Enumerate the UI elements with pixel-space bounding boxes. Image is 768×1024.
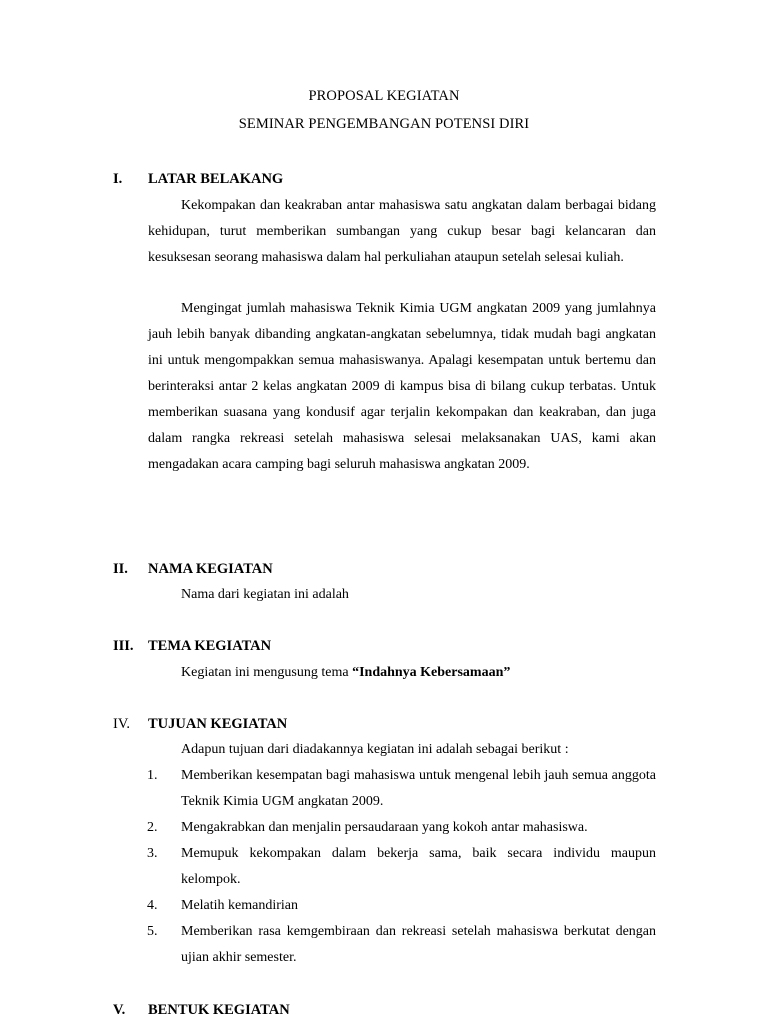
list-item: Mengakrabkan dan menjalin persaudaraan yang kokoh antar mahasiswa. xyxy=(181,820,588,835)
section-heading: NAMA KEGIATAN xyxy=(148,561,273,577)
theme-name: “Indahnya Kebersamaan” xyxy=(352,665,511,680)
list-item: Memberikan kesempatan bagi mahasiswa untuk mengenal lebih jauh semua anggota Teknik Kimia UGM angkatan 2009. xyxy=(181,768,656,809)
list-item-number: 2. xyxy=(147,820,158,835)
list-item-number: 3. xyxy=(147,846,158,861)
list-item: Melatih kemandirian xyxy=(181,898,299,913)
section-heading: TUJUAN KEGIATAN xyxy=(148,716,288,732)
section-text: Nama dari kegiatan ini adalah xyxy=(181,587,349,602)
paragraph: Mengingat jumlah mahasiswa Teknik Kimia UGM angkatan 2009 yang jumlahnya jauh lebih banyak dibanding angkatan-angkatan sebelumnya, tidak mudah bagi angkatan ini untuk mengompakkan semua mahasiswanya. Apalagi kesempatan untuk bertemu dan berinteraksi antar 2 kelas angkatan 2009 di kampus bisa di bilang cukup terbatas. Untuk memberikan suasana yang kondusif agar terjalin kekompakan dan keakraban, dan juga dalam rangka rekreasi setelah mahasiswa selesai melaksanakan UAS, kami akan mengadakan acara camping bagi seluruh mahasiswa angkatan 2009. xyxy=(148,301,656,472)
list-item: Memupuk kekompakan dalam bekerja sama, baik secara individu maupun kelompok. xyxy=(181,846,656,887)
section-number: IV. xyxy=(113,716,131,732)
section-heading: TEMA KEGIATAN xyxy=(148,638,272,654)
paragraph: Kekompakan dan keakraban antar mahasiswa satu angkatan dalam berbagai bidang kehidupan, turut memberikan sumbangan yang cukup besar bagi kelancaran dan kesuksesan seorang mahasiswa dalam hal perkuliahan ataupun setelah selesai kuliah. xyxy=(148,198,656,265)
list-item: Memberikan rasa kemgembiraan dan rekreasi setelah mahasiswa berkutat dengan ujian akhir semester. xyxy=(181,924,656,965)
section-number: III. xyxy=(113,638,134,654)
section-intro: Adapun tujuan dari diadakannya kegiatan ini adalah sebagai berikut : xyxy=(181,742,569,757)
list-item-number: 5. xyxy=(147,924,158,939)
list-item-number: 4. xyxy=(147,898,158,913)
section-text xyxy=(181,665,510,681)
section-number: II. xyxy=(113,561,128,577)
list-item-number: 1. xyxy=(147,768,158,783)
section-heading: LATAR BELAKANG xyxy=(148,171,284,187)
section-number: I. xyxy=(113,171,123,187)
document-title: PROPOSAL KEGIATAN xyxy=(308,88,460,104)
document-subtitle: SEMINAR PENGEMBANGAN POTENSI DIRI xyxy=(238,116,530,132)
section-number: V. xyxy=(113,1002,126,1018)
theme-prefix: Kegiatan ini mengusung tema xyxy=(181,665,353,680)
section-heading: BENTUK KEGIATAN xyxy=(148,1002,290,1018)
